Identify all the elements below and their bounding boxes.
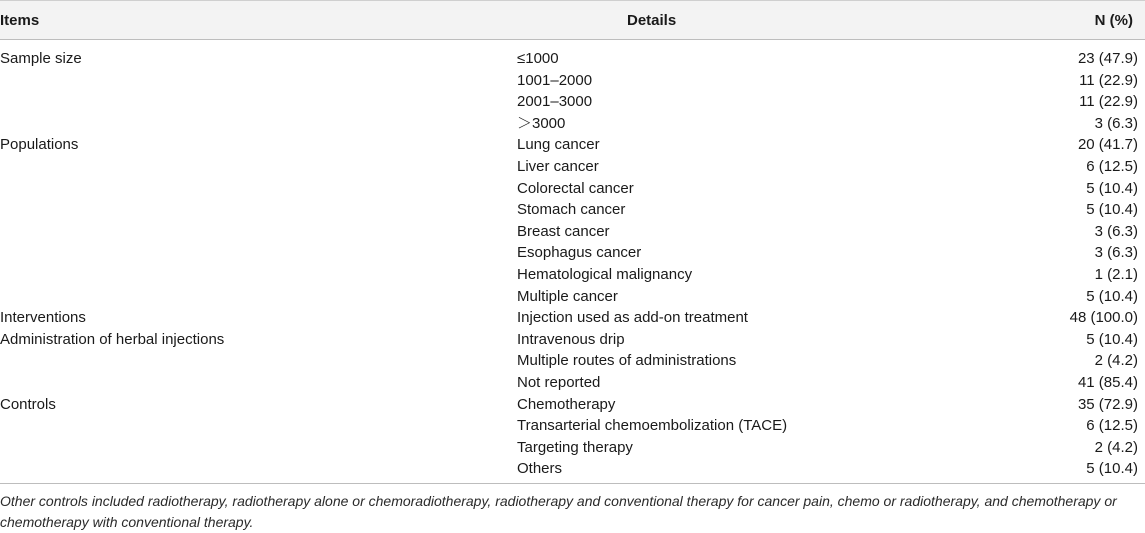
table-row	[0, 372, 1145, 394]
n-percent-cell: 5 (10.4)	[1086, 201, 1138, 219]
detail-cell: Lung cancer	[517, 136, 600, 154]
table-row	[0, 134, 1145, 156]
table-row	[0, 91, 1145, 113]
table-header	[0, 0, 1145, 40]
detail-cell: Others	[517, 460, 563, 478]
detail-cell: Intravenous drip	[517, 330, 625, 348]
items-column-header: Items	[0, 12, 40, 29]
item-cell: Controls	[0, 395, 56, 413]
n-percent-cell: 41 (85.4)	[1077, 373, 1138, 391]
table-row	[0, 329, 1145, 351]
n-percent-cell: 48 (100.0)	[1069, 309, 1138, 327]
item-cell: Interventions	[0, 309, 86, 327]
detail-cell: Injection used as add-on treatment	[517, 309, 748, 327]
n-percent-cell: 11 (22.9)	[1079, 93, 1138, 111]
n-percent-cell: 5 (10.4)	[1086, 179, 1138, 197]
table-row	[0, 242, 1145, 264]
table-row	[0, 221, 1145, 243]
table-footnote: Other controls included radiotherapy, radiotherapy alone or chemoradiotherapy, radiotherapy and conventional therapy for cancer pain, chemo or radiotherapy, and chemotherapy or chemotherapy with conventional therapy.	[0, 493, 1117, 530]
table-row	[0, 394, 1145, 416]
table-row	[0, 48, 1145, 70]
detail-cell: 2001–3000	[517, 93, 593, 111]
n-percent-cell: 5 (10.4)	[1086, 460, 1138, 478]
n-percent-cell: 3 (6.3)	[1094, 222, 1138, 240]
details-column-header: Details	[627, 12, 677, 29]
n-percent-cell: 1 (2.1)	[1094, 265, 1138, 283]
detail-cell: Breast cancer	[517, 222, 610, 240]
table-row	[0, 178, 1145, 200]
detail-cell: ＞3000	[517, 114, 566, 132]
detail-cell: Colorectal cancer	[517, 179, 634, 197]
table-row	[0, 286, 1145, 308]
n-percent-cell: 3 (6.3)	[1094, 244, 1138, 262]
table-row	[0, 70, 1145, 92]
item-cell: Populations	[0, 136, 79, 154]
n-percent-cell: 35 (72.9)	[1077, 395, 1138, 413]
table-body	[0, 48, 1145, 480]
table-row	[0, 307, 1145, 329]
detail-cell: Targeting therapy	[517, 438, 633, 456]
detail-cell: Liver cancer	[517, 157, 599, 175]
detail-cell: Multiple routes of administrations	[517, 352, 737, 370]
item-cell: Administration of herbal injections	[0, 330, 225, 348]
n-percent-cell: 3 (6.3)	[1094, 114, 1138, 132]
n-percent-cell: 20 (41.7)	[1077, 136, 1138, 154]
table-row	[0, 156, 1145, 178]
table-row	[0, 199, 1145, 221]
n-percent-cell: 6 (12.5)	[1086, 417, 1138, 435]
table-row	[0, 437, 1145, 459]
table-row	[0, 458, 1145, 480]
item-cell: Sample size	[0, 50, 82, 67]
n-percent-column-header: N (%)	[1094, 12, 1133, 29]
n-percent-cell: 5 (10.4)	[1086, 330, 1138, 348]
detail-cell: Esophagus cancer	[517, 244, 642, 262]
table-row	[0, 350, 1145, 372]
detail-cell: Chemotherapy	[517, 395, 616, 413]
n-percent-cell: 23 (47.9)	[1077, 50, 1138, 67]
detail-cell: Stomach cancer	[517, 201, 626, 219]
detail-cell: Not reported	[517, 373, 601, 391]
detail-cell: Multiple cancer	[517, 287, 618, 305]
detail-cell: ≤1000	[517, 50, 559, 67]
table-row	[0, 415, 1145, 437]
detail-cell: Hematological malignancy	[517, 265, 693, 283]
detail-cell: Transarterial chemoembolization (TACE)	[517, 417, 788, 435]
detail-cell: 1001–2000	[517, 71, 593, 89]
table-row	[0, 264, 1145, 286]
n-percent-cell: 2 (4.2)	[1094, 352, 1138, 370]
n-percent-cell: 5 (10.4)	[1086, 287, 1138, 305]
n-percent-cell: 11 (22.9)	[1079, 71, 1138, 89]
table-bottom-rule	[0, 483, 1145, 484]
n-percent-cell: 6 (12.5)	[1086, 157, 1138, 175]
table-row	[0, 113, 1145, 135]
n-percent-cell: 2 (4.2)	[1094, 438, 1138, 456]
